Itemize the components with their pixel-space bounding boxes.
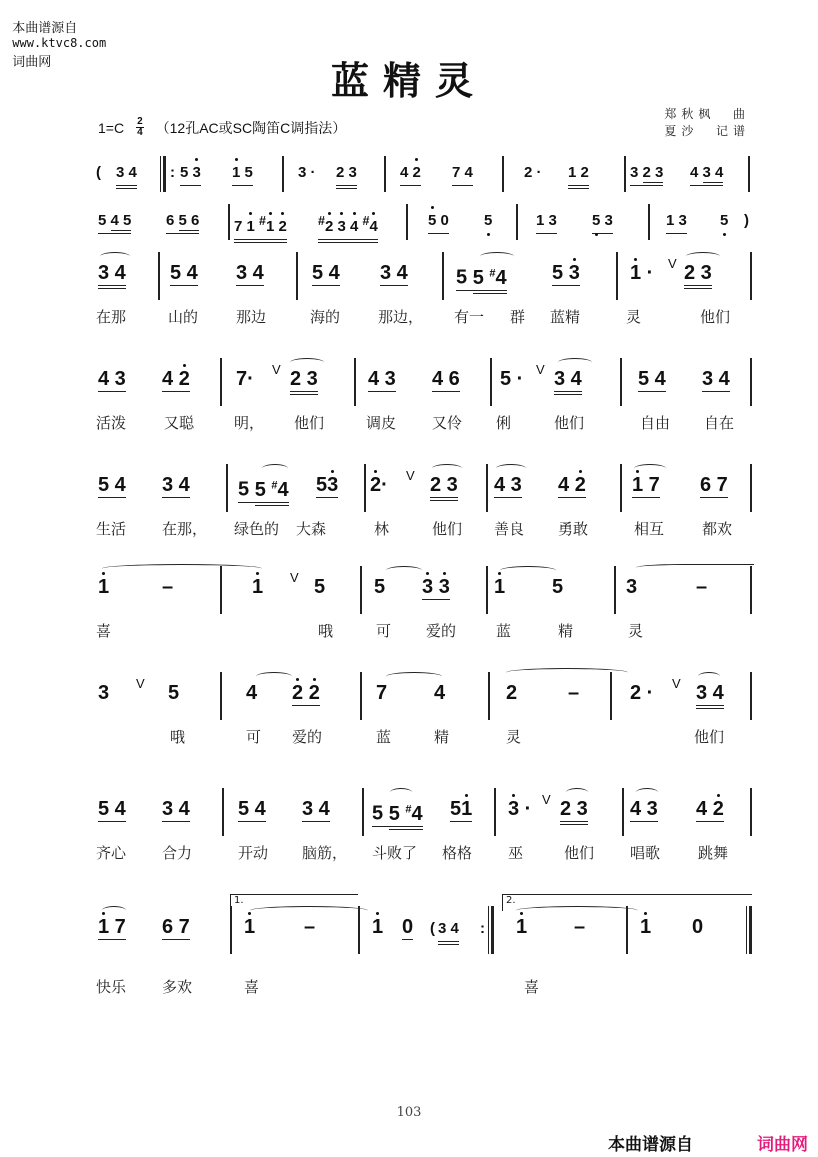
- staff-system-8: [96, 788, 752, 862]
- staff-system-7: [96, 672, 752, 746]
- notation-row: ( 3 4 : 5 3 1 5 3 · 2 3 4 2 7 4 2 · 1 2 3 2 3 4 3 4: [96, 150, 752, 190]
- transcriber: 夏沙 记谱: [664, 124, 750, 138]
- staff-system-3: [96, 252, 752, 326]
- notation-row: 3 V 5 4 2 2 7 4 2 – 2 · V 3 4: [96, 672, 752, 712]
- key-signature: [98, 117, 346, 138]
- watermark-bottom-brand[interactable]: 词曲网: [757, 1135, 808, 1155]
- notation-row: 5 4 3 4 5 5 #4 53 2· V 2 3 4 3 4 2 1 7 6 7: [96, 464, 752, 504]
- fingering-note: （12孔AC或SC陶笛C调指法）: [155, 119, 347, 136]
- notation-row: 5 4 3 4 5 4 3 4 5 5 #4 51 3 · V 2 3 4 3 4 2: [96, 788, 752, 828]
- lyrics-row: 在那 山的 那边 海的 那边， 有一 群 蓝精 灵 他们: [96, 308, 731, 326]
- song-title: 蓝精灵: [330, 58, 487, 103]
- lyrics-row: 活泼 又聪 明， 他们 调皮 又伶 俐 他们 自由 自在: [96, 414, 735, 432]
- watermark-url[interactable]: www.ktvc8.com: [12, 36, 107, 50]
- staff-system-2: [96, 198, 752, 238]
- notation-row: 5 4 5 6 5 6 7 1 #1 2 #2 3 4 #4 5 0 5 1 3 5 3 1 3 5 ): [96, 198, 752, 238]
- watermark-brand: 词曲网: [12, 55, 52, 70]
- watermark-bottom-source: 本曲谱源自: [608, 1135, 693, 1155]
- key: 1=C: [98, 119, 125, 136]
- time-signature: $\frac{2}{4}$: [137, 116, 143, 138]
- staff-system-9: [96, 895, 752, 996]
- composer: 郑秋枫 曲: [664, 107, 750, 121]
- credits: [664, 106, 750, 140]
- staff-system-6: [96, 566, 752, 640]
- lyrics-row: 快乐 多欢 喜 喜: [96, 978, 540, 996]
- lyrics-row: 喜 哦 可 爱的 蓝 精 灵: [96, 622, 644, 640]
- lyrics-row: 生活 在那， 绿色的 大森 林 他们 善良 勇敢 相互 都欢: [96, 520, 733, 538]
- notation-row: 3 4 5 4 3 4 5 4 3 4 5 5 #4 5 3 1 · V 2 3: [96, 252, 752, 292]
- volta-1: 1.: [230, 894, 358, 911]
- notation-row: 1 – 1 V 5 5 3 3 1 5 3 –: [96, 566, 752, 606]
- lyrics-row: 哦 可 爱的 蓝 精 灵 他们: [170, 728, 725, 746]
- lyrics-row: 齐心 合力 开动 脑筋， 斗败了 格格 巫 他们 唱歌 跳舞: [96, 844, 729, 862]
- notation-row: 1 7 6 7 1. 1 – 1 0 ( 3 4 : 2. 1 – 1 0: [96, 906, 752, 946]
- staff-system-1: [96, 150, 752, 190]
- staff-system-5: [96, 464, 752, 538]
- volta-2: 2.: [502, 894, 752, 911]
- notation-row: 4 3 4 2 7· V 2 3 4 3 4 6 5 · V 3 4 5 4 3 4: [96, 358, 752, 398]
- staff-system-4: [96, 358, 752, 432]
- watermark-source-label: 本曲谱源自: [12, 21, 78, 36]
- page-number: 103: [396, 1105, 422, 1120]
